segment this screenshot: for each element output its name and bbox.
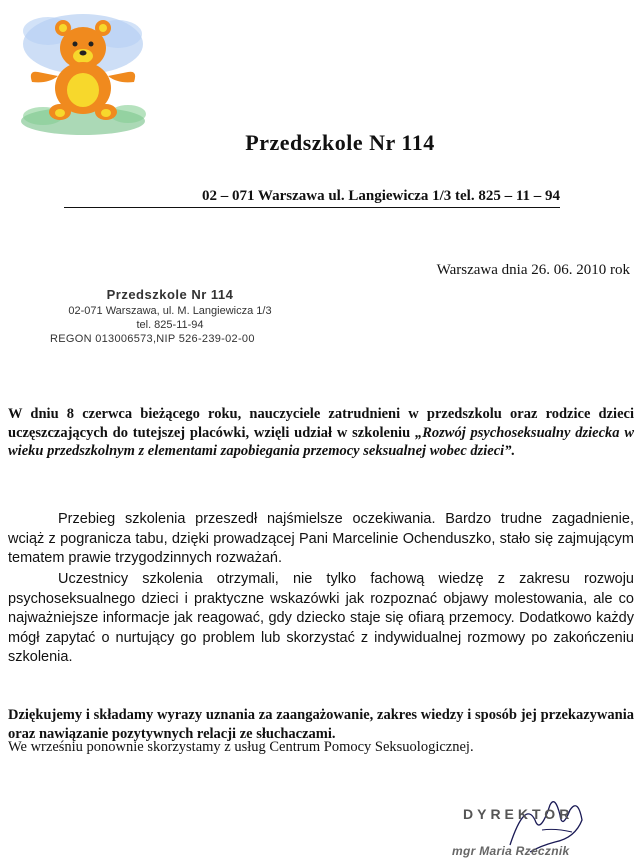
teddy-bear-logo [18, 6, 148, 136]
stamp-name: Przedszkole Nr 114 [106, 287, 234, 302]
paragraph-intro-text: W dniu 8 czerwca bieżącego roku, nauczyciele zatrudnieni w przedszkolu oraz rodzice dzieci uczęszczających do tutejszej placówki, wzięli udział w szkoleniu [8, 406, 634, 441]
address-line: 02 – 071 Warszawa ul. Langiewicza 1/3 tel. 825 – 11 – 94 [64, 188, 560, 208]
institution-stamp [50, 287, 290, 346]
paragraph-participants: Uczestnicy szkolenia otrzymali, nie tylko fachową wiedzę z zakresu rozwoju psychoseksualnego dzieci i praktyczne wskazówki jak rozpoznać objawy molestowania, ale co najważniejsze informacje jak reagować, gdy dziecko staje się ofiarą przemocy. Dodatkowo każdy mógł zapytać o nurtujący go problem lub skorzystać z indywidualnej rozmowy po zakończeniu szkolenia. [8, 571, 634, 665]
date-line: Warszawa dnia 26. 06. 2010 rok [436, 262, 630, 278]
page-title: Przedszkole Nr 114 [245, 130, 435, 155]
paragraph-course: Przebieg szkolenia przeszedł najśmielsze oczekiwania. Bardzo trudne zagadnienie, wciąż z pogranicza tabu, dzięki prowadzącej Pani Marcelinie Ochenduszko, stało się zajmującym tematem prawie trzygodzinnych rozważań. [8, 511, 634, 566]
paragraph-closing: We wrześniu ponownie skorzystamy z usług Centrum Pomocy Seksuologicznej. [8, 739, 474, 755]
stamp-address: 02-071 Warszawa, ul. M. Langiewicza 1/3 [68, 305, 272, 317]
paragraph-intro [8, 405, 634, 461]
stamp-phone: tel. 825-11-94 [136, 319, 204, 331]
stamp-regon: REGON 013006573,NIP 526-239-02-00 [50, 333, 255, 345]
paragraph-thanks: Dziękujemy i składamy wyrazy uznania za zaangażowanie, zakres wiedzy i sposób jej przekazywania oraz nawiązanie pozytywnych relacji ze słuchaczami. [8, 707, 634, 742]
training-title: „Rozwój psychoseksualny dziecka w wieku przedszkolnym z elementami zapobiegania przemocy seksualnej wobec dzieci”. [8, 424, 634, 459]
director-title: DYREKTOR [463, 806, 574, 822]
director-name: mgr Maria Rzecznik [452, 844, 570, 858]
